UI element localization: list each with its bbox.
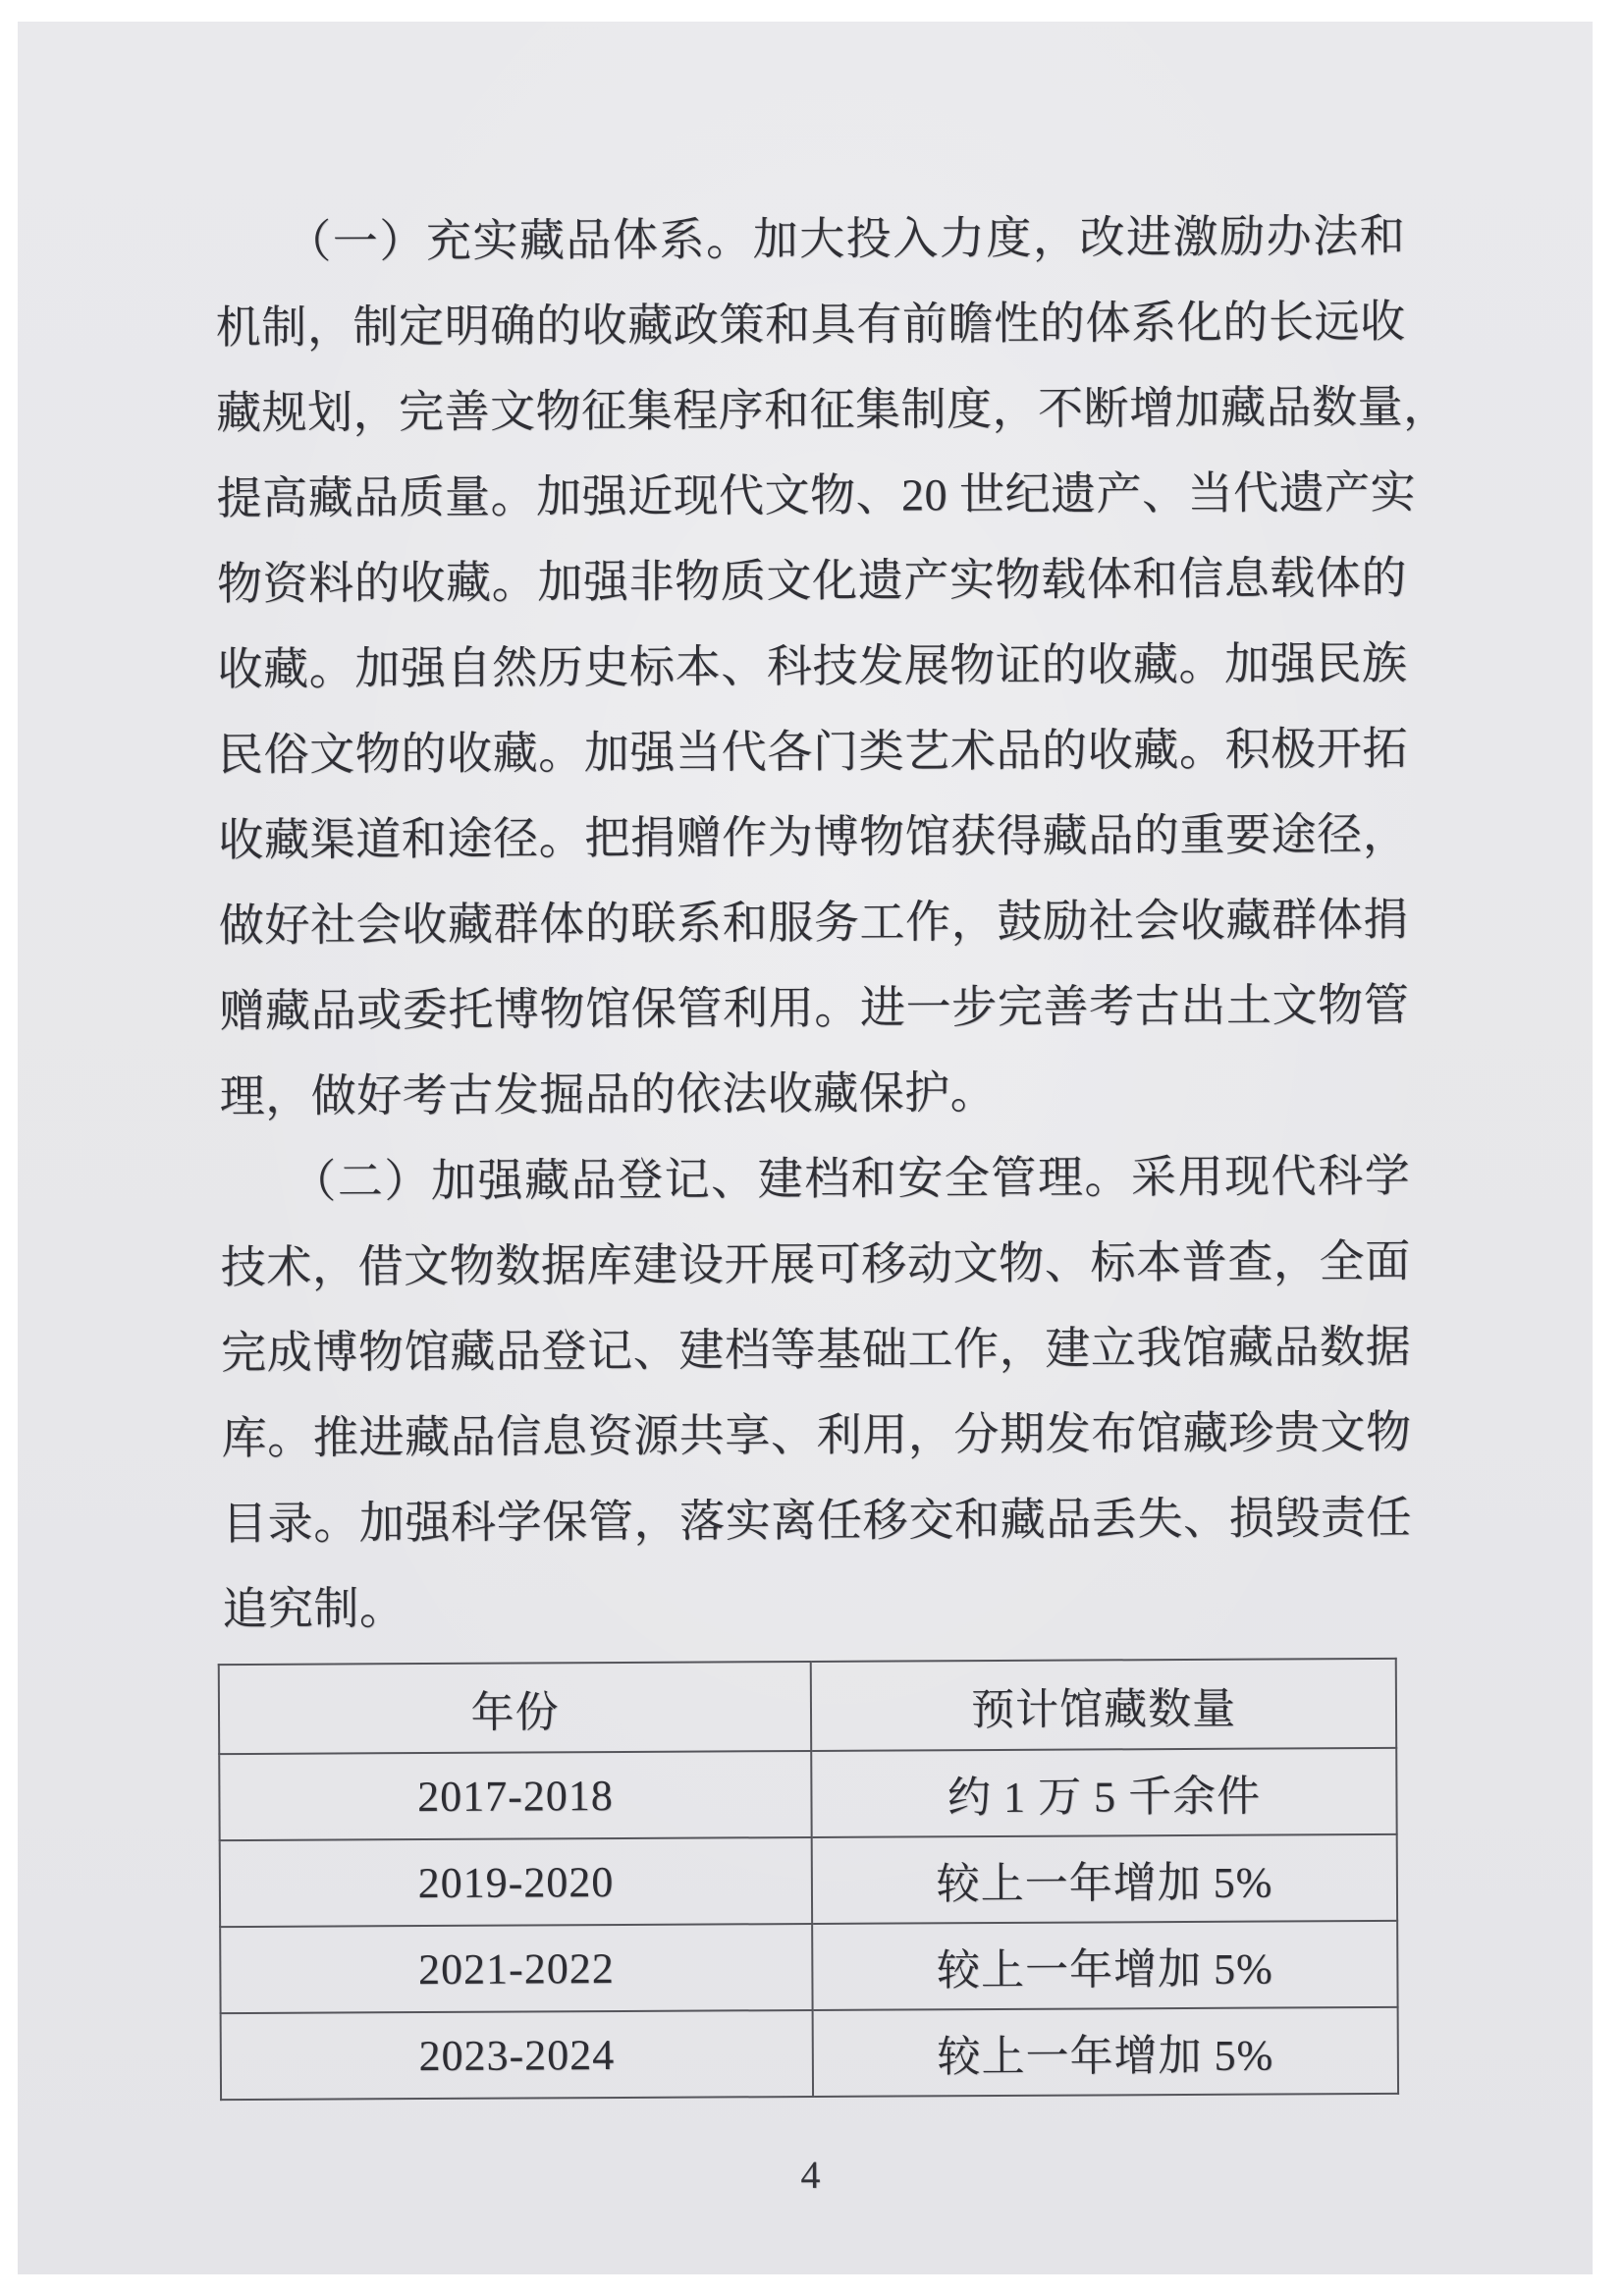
quantity-cell: 约 1 万 5 千余件: [811, 1748, 1396, 1837]
scanned-page: [18, 22, 1593, 2274]
text-line: 完成博物馆藏品登记、建档等基础工作，建立我馆藏品数据: [220, 1321, 1412, 1379]
text-line: （一）充实藏品体系。加大投入力度，改进激励办法和: [215, 210, 1406, 268]
text-line: 赠藏品或委托博物馆保管利用。进一步完善考古出土文物管: [219, 979, 1410, 1037]
text-line: 做好社会收藏群体的联系和服务工作，鼓励社会收藏群体捐: [218, 894, 1409, 952]
year-cell: 2021-2022: [220, 1924, 813, 2013]
page-content: [18, 22, 1593, 2274]
quantity-cell: 较上一年增加 5%: [813, 2007, 1398, 2097]
text-line: 收藏。加强自然历史标本、科技发展物证的收藏。加强民族: [217, 637, 1408, 695]
text-line: 技术，借文物数据库建设开展可移动文物、标本普查，全面: [220, 1235, 1411, 1293]
text-line: 藏规划，完善文物征集程序和征集制度，不断增加藏品数量，: [215, 381, 1449, 439]
quantity-cell: 较上一年增加 5%: [812, 1834, 1397, 1924]
year-cell: 2019-2020: [220, 1837, 813, 1927]
text-line: 民俗文物的收藏。加强当代各门类艺术品的收藏。积极开拓: [217, 723, 1409, 781]
text-line: 提高藏品质量。加强近现代文物、20 世纪遗产、当代遗产实: [216, 466, 1417, 524]
text-line: （二）加强藏品登记、建档和安全管理。采用现代科学: [220, 1150, 1411, 1208]
year-cell: 2017-2018: [219, 1751, 812, 1840]
text-line: 机制，制定明确的收藏政策和具有前瞻性的体系化的长远收: [215, 296, 1406, 354]
text-line: 理，做好考古发掘品的依法收藏保护。: [219, 1066, 997, 1122]
quantity-header-cell: 预计馆藏数量: [811, 1659, 1396, 1751]
text-line: 物资料的收藏。加强非物质文化遗产实物载体和信息载体的: [216, 552, 1408, 610]
text-line: 收藏渠道和途径。把捐赠作为博物馆获得藏品的重要途径，: [218, 808, 1409, 866]
table-row: [220, 1921, 1397, 2013]
table-row: [221, 2007, 1398, 2100]
year-cell: 2023-2024: [221, 2010, 814, 2100]
text-line: 追究制。: [222, 1583, 406, 1635]
page-number: 4: [800, 2152, 821, 2198]
body-text: [215, 193, 1449, 1652]
collection-forecast-table: [218, 1658, 1399, 2101]
text-line: 库。推进藏品信息资源共享、利用，分期发布馆藏珍贵文物: [221, 1406, 1412, 1464]
table-header-row: [219, 1659, 1396, 1754]
quantity-cell: 较上一年增加 5%: [812, 1921, 1397, 2010]
year-header-cell: 年份: [219, 1662, 812, 1754]
table-row: [219, 1748, 1396, 1840]
table-row: [220, 1834, 1397, 1927]
text-line: 目录。加强科学保管，落实离任移交和藏品丢失、损毁责任: [221, 1492, 1413, 1550]
